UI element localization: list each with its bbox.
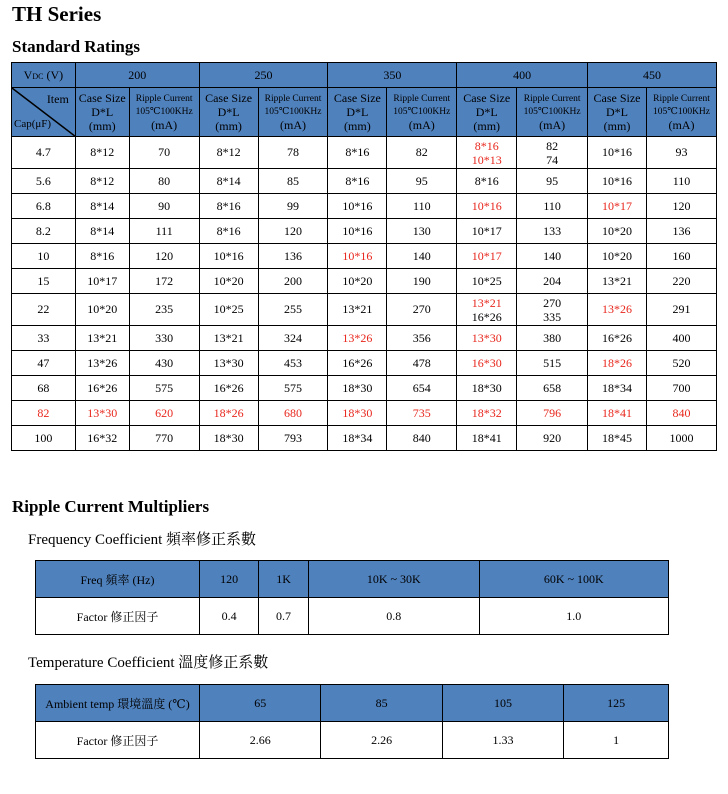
capacitance-cell: 6.8	[12, 194, 76, 219]
case-size-header: Case Size D*L (mm)	[75, 88, 129, 137]
table-row	[12, 169, 717, 194]
frequency-table	[35, 560, 669, 635]
case-size-cell: 10*16	[588, 169, 647, 194]
case-size-header: Case Size D*L (mm)	[199, 88, 258, 137]
table-row	[12, 269, 717, 294]
ripple-current-cell: 95	[387, 169, 457, 194]
table-row	[12, 326, 717, 351]
case-size-cell: 8*16	[199, 194, 258, 219]
capacitance-cell: 82	[12, 401, 76, 426]
case-size-cell: 13*30	[199, 351, 258, 376]
case-size-cell: 8*16	[75, 244, 129, 269]
case-size-cell: 10*17	[75, 269, 129, 294]
temperature-heading: Temperature Coefficient 溫度修正系數	[28, 655, 269, 671]
ripple-current-header: Ripple Current 105℃100KHz (mA)	[517, 88, 588, 137]
case-size-cell: 16*26	[75, 376, 129, 401]
ripple-current-cell: 200	[258, 269, 328, 294]
standard-ratings-table	[11, 62, 717, 451]
case-size-cell: 18*26	[199, 401, 258, 426]
ripple-current-cell: 255	[258, 294, 328, 326]
case-size-cell: 10*20	[588, 219, 647, 244]
ripple-current-cell: 380	[517, 326, 588, 351]
ripple-current-cell: 99	[258, 194, 328, 219]
table-row	[12, 244, 717, 269]
case-size-cell: 8*14	[199, 169, 258, 194]
ripple-current-header: Ripple Current 105℃100KHz (mA)	[646, 88, 716, 137]
ripple-current-cell: 700	[646, 376, 716, 401]
ripple-current-cell: 330	[129, 326, 199, 351]
case-size-cell: 18*34	[328, 426, 387, 451]
case-size-cell: 8*16 10*13	[457, 137, 517, 169]
freq-header: 1K	[259, 561, 309, 598]
table-row	[12, 376, 717, 401]
temp-header-label: Ambient temp 環境溫度 (℃)	[36, 685, 200, 722]
case-size-cell: 13*26	[328, 326, 387, 351]
ripple-current-cell: 136	[646, 219, 716, 244]
ripple-current-cell: 80	[129, 169, 199, 194]
temp-factor: 1.33	[442, 722, 563, 759]
case-size-cell: 8*12	[75, 169, 129, 194]
ripple-current-cell: 478	[387, 351, 457, 376]
case-size-cell: 8*14	[75, 219, 129, 244]
case-size-cell: 10*16	[199, 244, 258, 269]
case-size-cell: 10*20	[588, 244, 647, 269]
case-size-cell: 10*16	[328, 194, 387, 219]
ripple-current-cell: 130	[387, 219, 457, 244]
case-size-cell: 13*21	[75, 326, 129, 351]
temp-factor: 2.66	[200, 722, 321, 759]
item-cap-corner	[12, 88, 76, 137]
ripple-current-cell: 735	[387, 401, 457, 426]
freq-factor: 0.4	[200, 598, 259, 635]
item-label: Item	[46, 92, 69, 106]
ripple-current-cell: 78	[258, 137, 328, 169]
ripple-current-cell: 430	[129, 351, 199, 376]
case-size-header: Case Size D*L (mm)	[457, 88, 517, 137]
ripple-current-cell: 680	[258, 401, 328, 426]
case-size-cell: 13*26	[588, 294, 647, 326]
case-size-cell: 8*16	[199, 219, 258, 244]
ripple-current-cell: 120	[258, 219, 328, 244]
voltage-header: 350	[328, 63, 457, 88]
case-size-cell: 10*20	[75, 294, 129, 326]
frequency-heading: Frequency Coefficient 頻率修正系數	[28, 532, 257, 548]
multipliers-heading: Ripple Current Multipliers	[12, 497, 210, 516]
temp-factor: 2.26	[321, 722, 442, 759]
case-size-cell: 8*12	[199, 137, 258, 169]
voltage-header: 450	[588, 63, 717, 88]
case-size-cell: 10*16	[328, 219, 387, 244]
ripple-current-cell: 82 74	[517, 137, 588, 169]
temp-factor-label: Factor 修正因子	[36, 722, 200, 759]
ripple-current-cell: 172	[129, 269, 199, 294]
capacitance-cell: 15	[12, 269, 76, 294]
case-size-cell: 13*21 16*26	[457, 294, 517, 326]
ripple-current-cell: 793	[258, 426, 328, 451]
freq-factor-label: Factor 修正因子	[36, 598, 200, 635]
case-size-cell: 18*30	[457, 376, 517, 401]
ripple-current-cell: 82	[387, 137, 457, 169]
case-size-cell: 18*34	[588, 376, 647, 401]
ripple-current-cell: 1000	[646, 426, 716, 451]
table-row	[12, 426, 717, 451]
case-size-cell: 13*30	[457, 326, 517, 351]
ripple-current-cell: 356	[387, 326, 457, 351]
ripple-current-cell: 324	[258, 326, 328, 351]
ripple-current-cell: 140	[387, 244, 457, 269]
ripple-current-cell: 140	[517, 244, 588, 269]
case-size-cell: 13*30	[75, 401, 129, 426]
case-size-cell: 18*41	[457, 426, 517, 451]
case-size-cell: 18*26	[588, 351, 647, 376]
case-size-cell: 10*16	[588, 137, 647, 169]
case-size-cell: 10*16	[457, 194, 517, 219]
case-size-cell: 13*21	[588, 269, 647, 294]
ripple-current-cell: 204	[517, 269, 588, 294]
case-size-cell: 10*17	[457, 219, 517, 244]
case-size-cell: 18*30	[199, 426, 258, 451]
capacitance-cell: 10	[12, 244, 76, 269]
ripple-current-cell: 840	[646, 401, 716, 426]
ripple-current-cell: 515	[517, 351, 588, 376]
capacitance-cell: 47	[12, 351, 76, 376]
freq-header: 60K ~ 100K	[479, 561, 668, 598]
capacitance-cell: 4.7	[12, 137, 76, 169]
case-size-cell: 10*25	[199, 294, 258, 326]
case-size-cell: 8*16	[457, 169, 517, 194]
ripple-current-cell: 520	[646, 351, 716, 376]
case-size-cell: 16*32	[75, 426, 129, 451]
ripple-current-cell: 133	[517, 219, 588, 244]
ripple-current-cell: 658	[517, 376, 588, 401]
case-size-header: Case Size D*L (mm)	[328, 88, 387, 137]
table-row	[12, 194, 717, 219]
ripple-current-cell: 654	[387, 376, 457, 401]
ripple-current-cell: 796	[517, 401, 588, 426]
case-size-cell: 18*45	[588, 426, 647, 451]
case-size-cell: 16*26	[199, 376, 258, 401]
voltage-header: 200	[75, 63, 199, 88]
ripple-current-cell: 93	[646, 137, 716, 169]
voltage-header: 400	[457, 63, 588, 88]
capacitance-cell: 100	[12, 426, 76, 451]
case-size-cell: 13*21	[199, 326, 258, 351]
case-size-cell: 13*21	[328, 294, 387, 326]
capacitance-cell: 8.2	[12, 219, 76, 244]
case-size-cell: 18*30	[328, 401, 387, 426]
freq-header: 120	[200, 561, 259, 598]
case-size-cell: 10*17	[457, 244, 517, 269]
case-size-cell: 8*16	[328, 169, 387, 194]
ripple-current-cell: 110	[387, 194, 457, 219]
ripple-current-cell: 85	[258, 169, 328, 194]
freq-factor: 1.0	[479, 598, 668, 635]
ripple-current-cell: 110	[517, 194, 588, 219]
case-size-cell: 8*16	[328, 137, 387, 169]
case-size-cell: 10*17	[588, 194, 647, 219]
page-title: TH Series	[12, 2, 102, 26]
ripple-current-header: Ripple Current 105℃100KHz (mA)	[387, 88, 457, 137]
freq-header-label: Freq 頻率 (Hz)	[36, 561, 200, 598]
table-row	[12, 294, 717, 326]
freq-factor: 0.8	[308, 598, 479, 635]
ripple-current-cell: 620	[129, 401, 199, 426]
temp-header: 125	[564, 685, 669, 722]
ripple-current-cell: 235	[129, 294, 199, 326]
voltage-header: 250	[199, 63, 328, 88]
case-size-cell: 16*26	[588, 326, 647, 351]
capacitance-cell: 68	[12, 376, 76, 401]
ripple-current-cell: 95	[517, 169, 588, 194]
ripple-current-cell: 110	[646, 169, 716, 194]
ripple-current-cell: 70	[129, 137, 199, 169]
table-row	[12, 401, 717, 426]
ripple-current-cell: 575	[129, 376, 199, 401]
capacitance-cell: 33	[12, 326, 76, 351]
case-size-cell: 16*30	[457, 351, 517, 376]
case-size-cell: 10*25	[457, 269, 517, 294]
standard-ratings-heading: Standard Ratings	[12, 37, 141, 56]
ripple-current-cell: 136	[258, 244, 328, 269]
case-size-cell: 13*26	[75, 351, 129, 376]
ripple-current-cell: 220	[646, 269, 716, 294]
freq-header: 10K ~ 30K	[308, 561, 479, 598]
case-size-cell: 8*12	[75, 137, 129, 169]
table-row	[12, 219, 717, 244]
ripple-current-cell: 120	[646, 194, 716, 219]
case-size-header: Case Size D*L (mm)	[588, 88, 647, 137]
temp-header: 85	[321, 685, 442, 722]
ripple-current-cell: 840	[387, 426, 457, 451]
ripple-current-cell: 453	[258, 351, 328, 376]
case-size-cell: 16*26	[328, 351, 387, 376]
ripple-current-cell: 111	[129, 219, 199, 244]
ripple-current-cell: 120	[129, 244, 199, 269]
case-size-cell: 10*20	[328, 269, 387, 294]
freq-factor: 0.7	[259, 598, 309, 635]
ripple-current-cell: 291	[646, 294, 716, 326]
ripple-current-header: Ripple Current 105℃100KHz (mA)	[129, 88, 199, 137]
ripple-current-cell: 90	[129, 194, 199, 219]
ripple-current-cell: 190	[387, 269, 457, 294]
temp-header: 105	[442, 685, 563, 722]
capacitance-cell: 5.6	[12, 169, 76, 194]
case-size-cell: 18*32	[457, 401, 517, 426]
ripple-current-cell: 400	[646, 326, 716, 351]
ripple-current-header: Ripple Current 105℃100KHz (mA)	[258, 88, 328, 137]
ripple-current-cell: 160	[646, 244, 716, 269]
ripple-current-cell: 270 335	[517, 294, 588, 326]
table-row	[12, 137, 717, 169]
ripple-current-cell: 920	[517, 426, 588, 451]
temp-factor: 1	[564, 722, 669, 759]
case-size-cell: 18*41	[588, 401, 647, 426]
case-size-cell: 10*16	[328, 244, 387, 269]
capacitance-cell: 22	[12, 294, 76, 326]
temp-header: 65	[200, 685, 321, 722]
case-size-cell: 8*14	[75, 194, 129, 219]
case-size-cell: 10*20	[199, 269, 258, 294]
table-row	[12, 351, 717, 376]
vdc-label: VDC (V)	[12, 63, 76, 88]
ripple-current-cell: 770	[129, 426, 199, 451]
ripple-current-cell: 270	[387, 294, 457, 326]
temperature-table	[35, 684, 669, 759]
ripple-current-cell: 575	[258, 376, 328, 401]
cap-label: Cap(μF)	[14, 118, 52, 130]
case-size-cell: 18*30	[328, 376, 387, 401]
